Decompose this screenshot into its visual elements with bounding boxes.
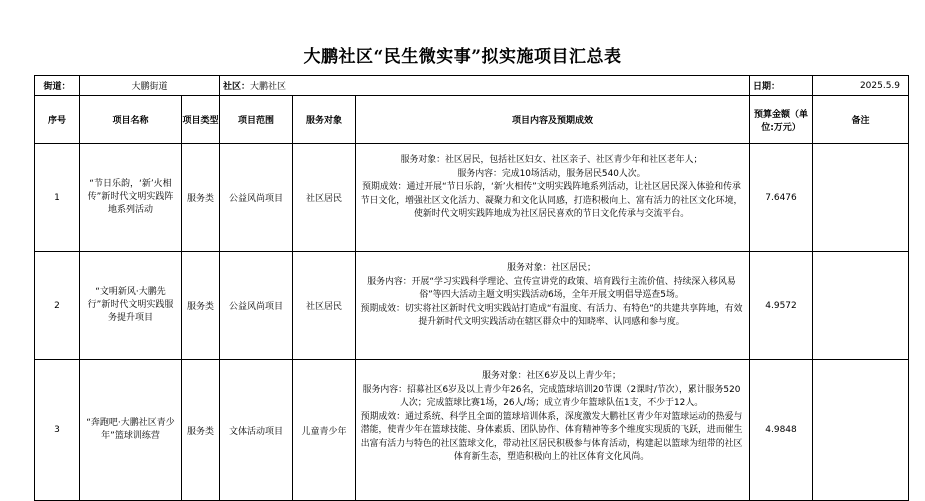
content-service-line: 服务内容：完成10场活动，服务居民540人次。 [457, 168, 646, 179]
date-label: 日期： [750, 76, 813, 96]
table-row [35, 252, 909, 360]
community-label: 社区： [223, 82, 251, 92]
row-target: 社区居民 [293, 252, 356, 360]
row-type: 服务类 [182, 360, 220, 501]
content-target-line: 服务对象：社区居民，包括社区妇女、社区亲子、社区青少年和社区老年人； [400, 155, 703, 165]
row-note [813, 252, 909, 360]
content-outcome-line: 预期成效：通过开展“节日乐韵，‘新’火相传”文明实践阵地系列活动，让社区居民深入体验和传承节日文化，增强社区文化活力、凝聚力和文化认同感，打造积极向上、富有活力的社区文化环境，使新时代文明实践阵地成为社区居民喜欢的节日文化传承与交流平台。 [360, 182, 743, 219]
table-row [35, 144, 909, 252]
row-target: 儿童青少年 [293, 360, 356, 501]
row-project-name: “文明新风·大鹏先行”新时代文明实践服务提升项目 [80, 252, 182, 360]
row-target: 社区居民 [293, 144, 356, 252]
row-content [356, 252, 750, 360]
header-scope: 项目范围 [220, 96, 293, 144]
row-budget: 4.9848 [750, 360, 813, 501]
header-note: 备注 [813, 96, 909, 144]
row-seq: 1 [35, 144, 80, 252]
row-seq: 3 [35, 360, 80, 501]
content-target-line: 服务对象：社区居民； [507, 263, 596, 273]
row-type: 服务类 [182, 252, 220, 360]
info-row [35, 76, 909, 96]
content-service-line: 服务内容：招募社区6岁及以上青少年26名，完成篮球培训20节课（2课时/节次），累计服务520人次；完成篮球比赛1场，26人/场；成立青少年篮球队伍1支，不少于12人。 [362, 384, 741, 408]
header-type: 项目类型 [182, 96, 220, 144]
street-value: 大鹏街道 [80, 76, 220, 96]
row-note [813, 144, 909, 252]
content-outcome-line: 预期成效：切实将社区新时代文明实践站打造成“有温度、有活力、有特色”的共建共享阵地，有效提升新时代文明实践活动在辖区群众中的知晓率、认同感和参与度。 [360, 303, 743, 327]
date-value: 2025.5.9 [813, 76, 909, 96]
content-outcome-line: 预期成效：通过系统、科学且全面的篮球培训体系，深度激发大鹏社区青少年对篮球运动的热爱与潜能，使青少年在篮球技能、身体素质、团队协作、体育精神等多个维度实现质的飞跃，进而催生出富有活力与特色的社区篮球文化，带动社区居民积极参与体育活动，构建起以篮球为纽带的社区体育新生态，塑造积极向上的社区体育文化风尚。 [360, 411, 743, 462]
row-scope: 公益风尚项目 [220, 144, 293, 252]
header-content: 项目内容及预期成效 [356, 96, 750, 144]
row-scope: 文体活动项目 [220, 360, 293, 501]
header-target: 服务对象 [293, 96, 356, 144]
header-budget: 预算金额（单位:万元） [750, 96, 813, 144]
row-note [813, 360, 909, 501]
row-budget: 7.6476 [750, 144, 813, 252]
project-summary-table [34, 75, 909, 501]
row-budget: 4.9572 [750, 252, 813, 360]
content-service-line: 服务内容：开展“学习实践科学理论、宣传宣讲党的政策、培育践行主流价值、持续深入移风易俗”等四大活动主题文明实践活动6场，全年开展文明倡导巡查5场。 [367, 276, 736, 300]
page-title: 大鹏社区“民生微实事”拟实施项目汇总表 [303, 47, 622, 67]
header-row [35, 96, 909, 144]
row-seq: 2 [35, 252, 80, 360]
community-cell [220, 76, 750, 96]
community-value: 大鹏社区 [250, 82, 287, 92]
header-name: 项目名称 [80, 96, 182, 144]
table-row [35, 360, 909, 501]
row-project-name: “节日乐韵，‘新’火相传”新时代文明实践阵地系列活动 [80, 144, 182, 252]
street-label: 街道： [35, 76, 80, 96]
row-type: 服务类 [182, 144, 220, 252]
row-content [356, 360, 750, 501]
row-content [356, 144, 750, 252]
row-project-name: “奔跑吧·大鹏社区青少年”篮球训练营 [80, 360, 182, 501]
content-target-line: 服务对象：社区6岁及以上青少年； [482, 371, 621, 381]
row-scope: 公益风尚项目 [220, 252, 293, 360]
header-seq: 序号 [35, 96, 80, 144]
